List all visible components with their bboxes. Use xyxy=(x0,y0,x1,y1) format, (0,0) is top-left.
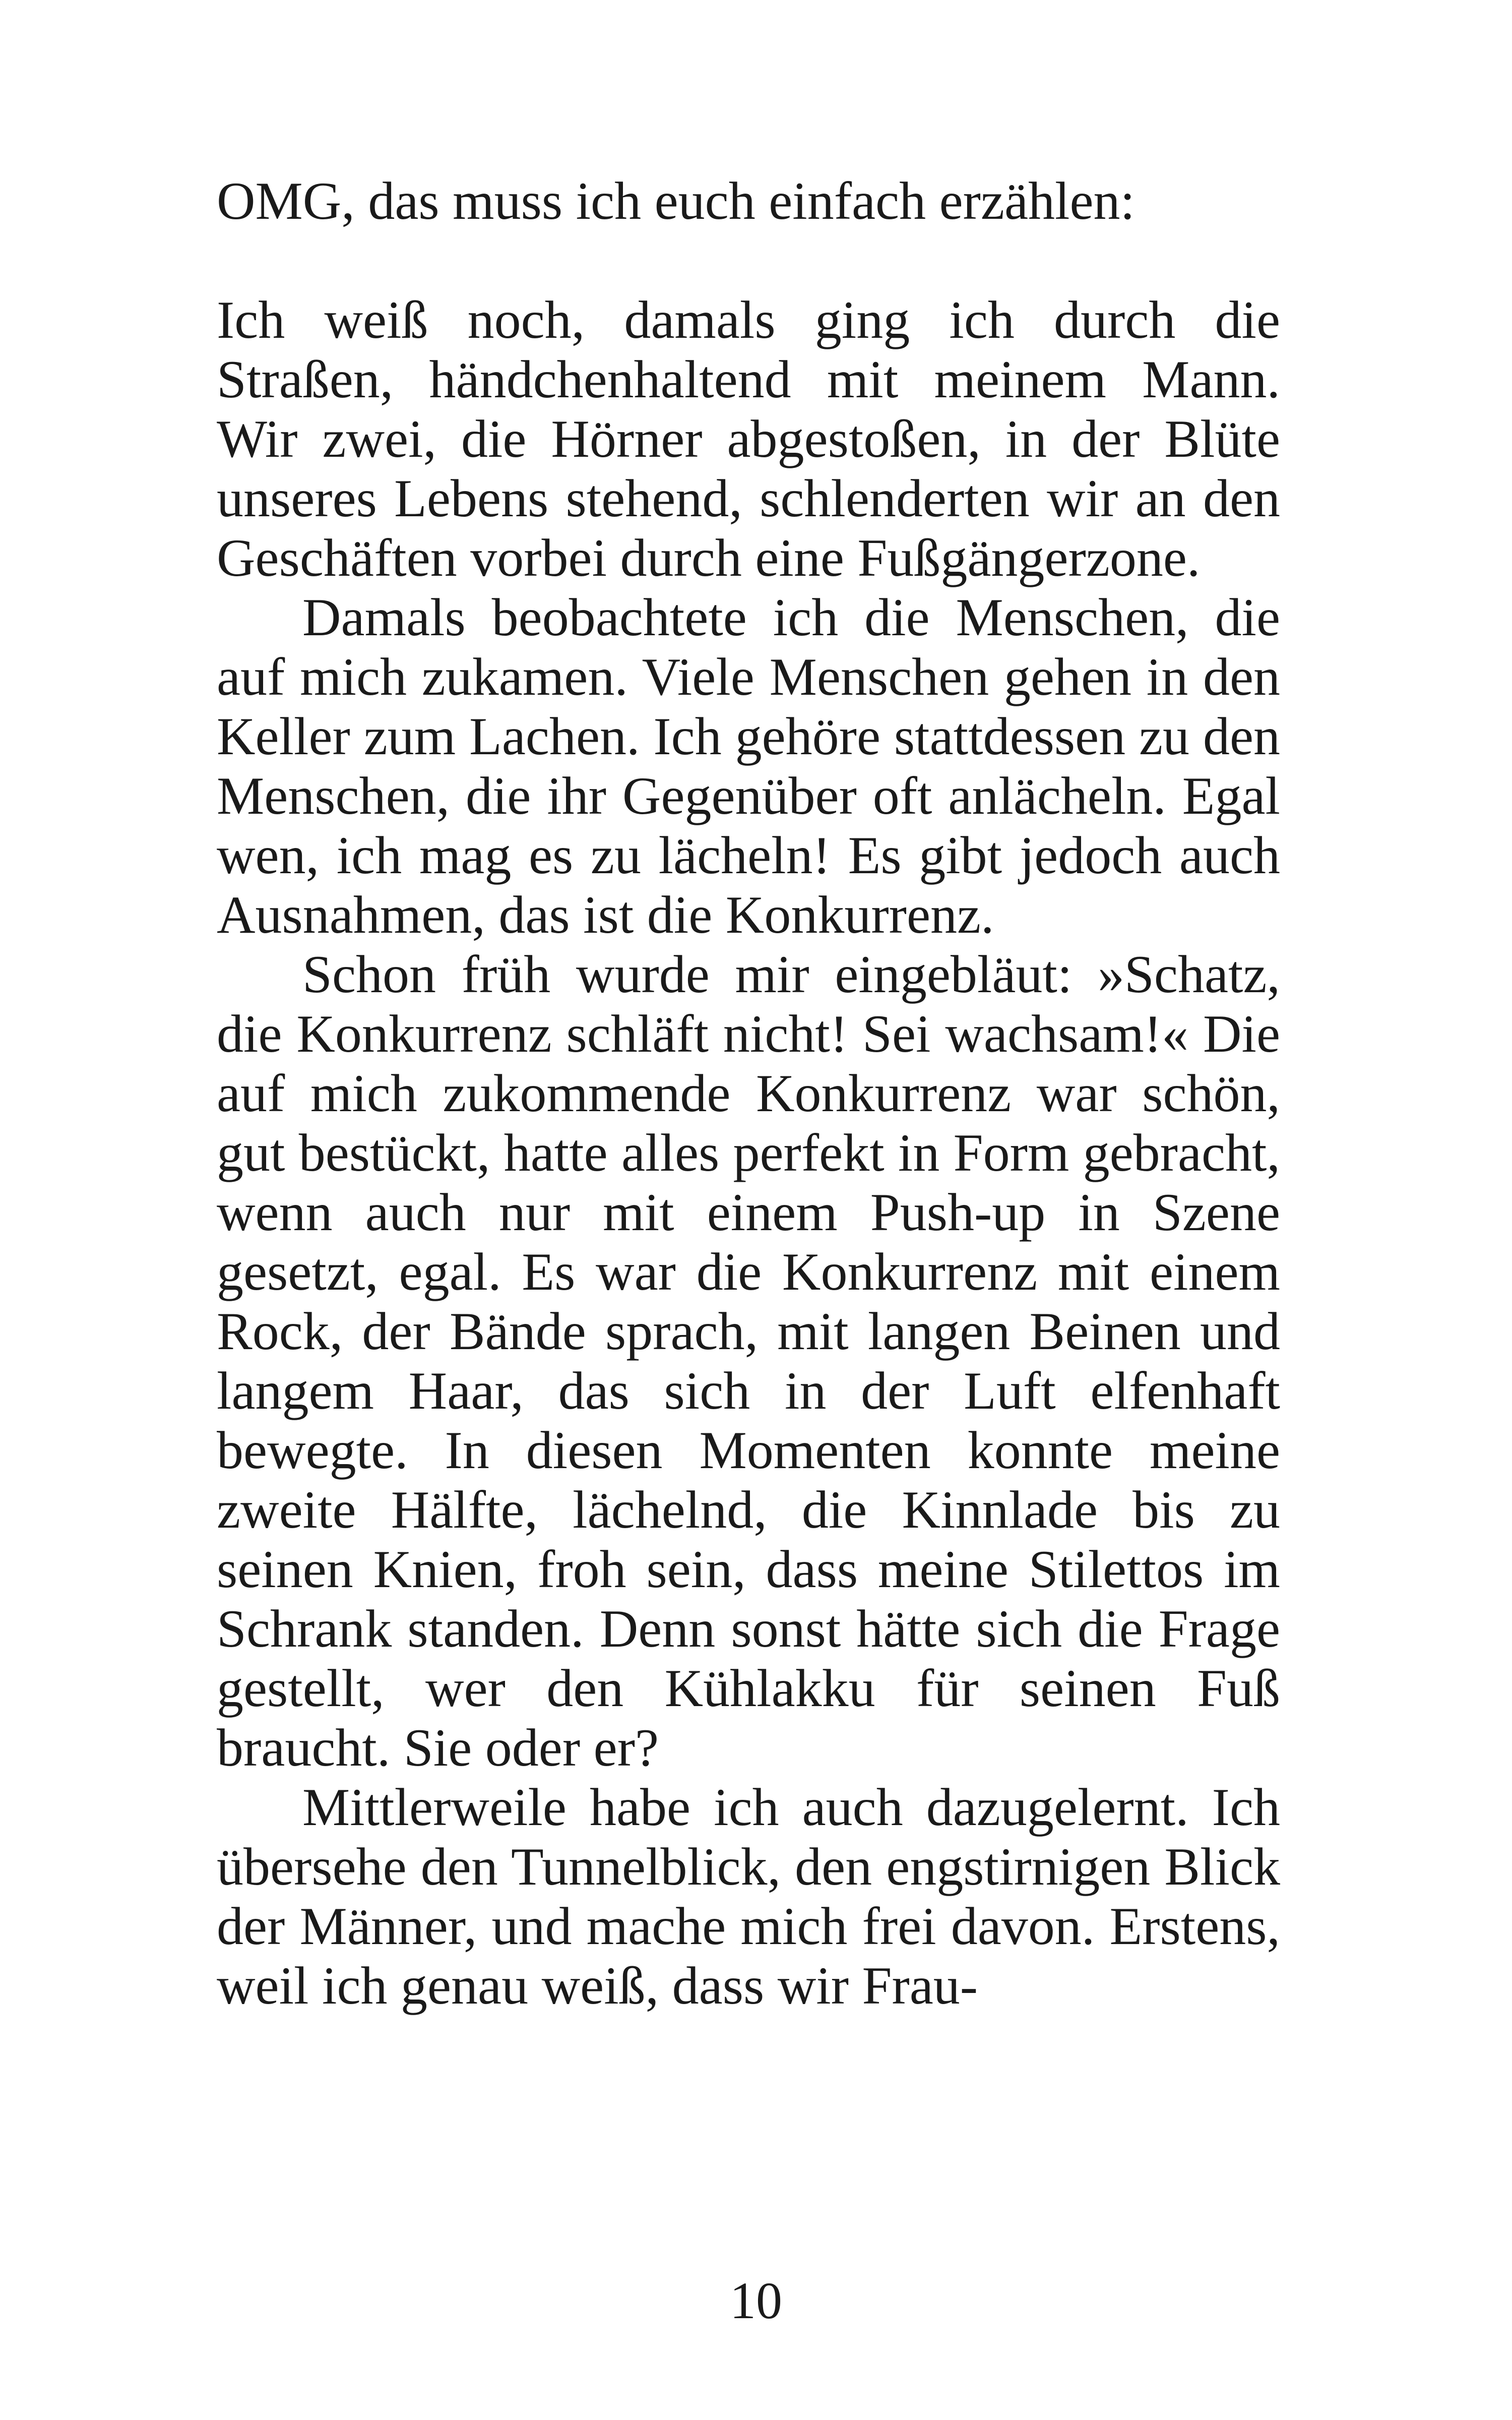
paragraph-3: Schon früh wurde mir eingebläut: »Schatz, die Konkurrenz schläft nicht! Sei wachsam!« Die auf mich zukommende Konkurrenz war schön, gut bestückt, hatte alles perfekt in Form gebracht, wenn auch nur mit einem Push-up in Szene gesetzt, egal. Es war die Konkurrenz mit einem Rock, der Bände sprach, mit langen Beinen und langem Haar, das sich in der Luft elfenhaft bewegte. In diesen Momenten konnte meine zweite Hälfte, lächelnd, die Kinnlade bis zu seinen Knien, froh sein, dass meine Stilettos im Schrank standen. Denn sonst hätte sich die Frage gestellt, wer den Kühlakku für seinen Fuß braucht. Sie oder er? xyxy=(217,945,1280,1777)
body-text xyxy=(217,171,1280,2016)
paragraph-1: Ich weiß noch, damals ging ich durch die Straßen, händchenhaltend mit meinem Mann. Wir zwei, die Hörner abgestoßen, in der Blüte unseres Lebens stehend, schlenderten wir an den Geschäften vorbei durch eine Fußgängerzone. xyxy=(217,290,1280,587)
paragraph-2: Damals beobachtete ich die Menschen, die auf mich zukamen. Viele Menschen gehen in den Keller zum Lachen. Ich gehöre stattdessen zu den Menschen, die ihr Gegenüber oft anlächeln. Egal wen, ich mag es zu lächeln! Es gibt jedoch auch Ausnahmen, das ist die Konkurrenz. xyxy=(217,588,1280,944)
intro-line: OMG, das muss ich euch einfach erzählen: xyxy=(217,171,1135,230)
page-number: 10 xyxy=(730,2272,782,2330)
paragraph-4: Mittlerweile habe ich auch dazugelernt. Ich übersehe den Tunnelblick, den engstirnigen Blick der Männer, und mache mich frei davon. Erstens, weil ich genau weiß, dass wir Frau- xyxy=(217,1778,1280,2015)
